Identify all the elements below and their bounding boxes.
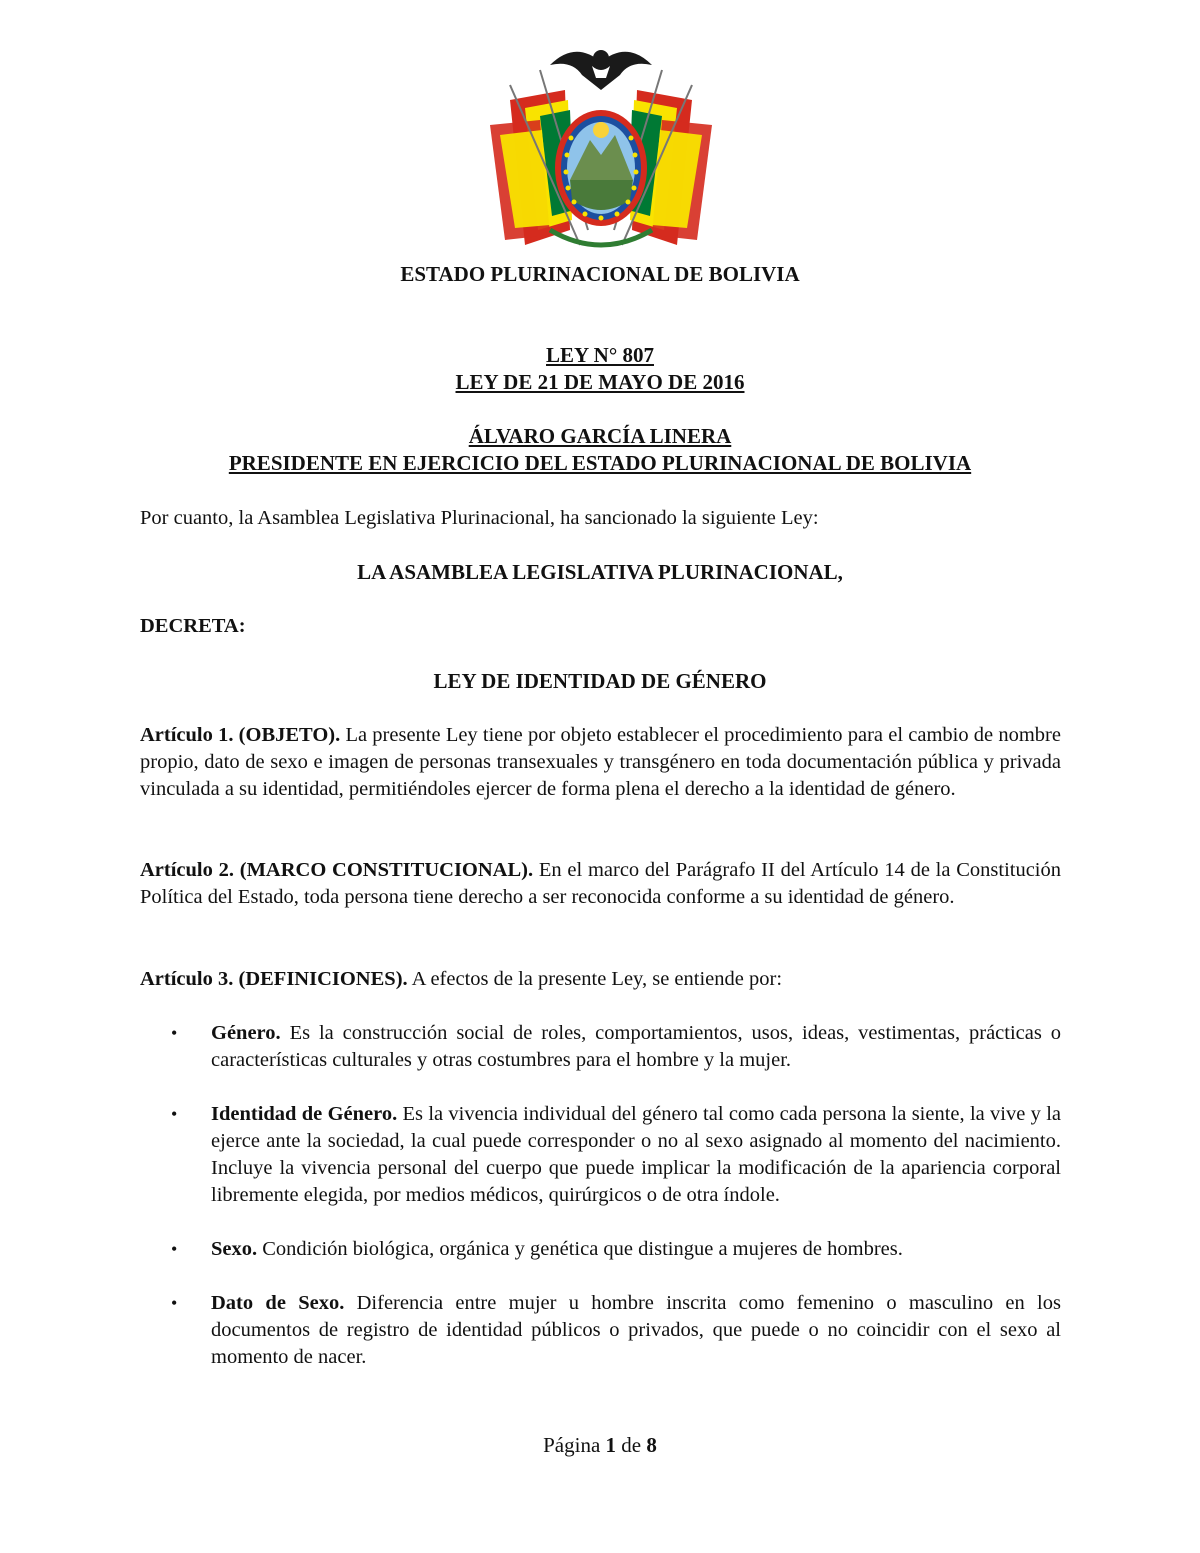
current-page: 1 bbox=[605, 1433, 617, 1457]
article-3 bbox=[140, 966, 1061, 993]
assembly-heading: LA ASAMBLEA LEGISLATIVA PLURINACIONAL, bbox=[357, 560, 843, 584]
definition-text: Condición biológica, orgánica y genética que distingue a mujeres de hombres. bbox=[257, 1238, 903, 1260]
article-3-text: A efectos de la presente Ley, se entiende por: bbox=[407, 968, 783, 990]
coat-of-arms-icon bbox=[470, 30, 732, 258]
article-3-label: Artículo 3. (DEFINICIONES). bbox=[140, 968, 408, 990]
definition-term: Género. bbox=[211, 1022, 281, 1044]
page-word: Página bbox=[543, 1433, 601, 1457]
article-1-label: Artículo 1. (OBJETO). bbox=[140, 724, 341, 746]
of-word: de bbox=[621, 1433, 642, 1457]
page-footer bbox=[140, 1432, 1060, 1459]
bullet-icon: • bbox=[171, 1104, 178, 1124]
list-item-identidad bbox=[140, 1101, 1061, 1209]
preamble-intro: Por cuanto, la Asamblea Legislativa Plurinacional, ha sancionado la siguiente Ley: bbox=[140, 507, 819, 529]
definition-text: Diferencia entre mujer u hombre inscrita como femenino o masculino en los documentos de registro de identidad públicos o privados, que puede o no coincidir con el sexo al momento de nacer. bbox=[211, 1292, 1061, 1368]
article-2-label: Artículo 2. (MARCO CONSTITUCIONAL). bbox=[140, 859, 534, 881]
state-name: ESTADO PLURINACIONAL DE BOLIVIA bbox=[400, 262, 800, 286]
law-date: LEY DE 21 DE MAYO DE 2016 bbox=[455, 370, 745, 394]
condor bbox=[550, 50, 652, 90]
article-2-text: En el marco del Parágrafo II del Artículo 14 de la Constitución Política del Estado, toda persona tiene derecho a ser reconocida conforme a su identidad de género. bbox=[140, 859, 1062, 908]
definition-text: Es la vivencia individual del género tal como cada persona la siente, la vive y la ejerce ante la sociedad, la cual puede corresponder o no al sexo asignado al momento del nacimiento. Incluye la vivencia personal del cuerpo que puede implicar la modificación de la apariencia corporal libremente elegida, por medios médicos, quirúrgicos o de otra índole. bbox=[211, 1103, 1061, 1206]
total-pages: 8 bbox=[646, 1433, 657, 1457]
bullet-icon: • bbox=[171, 1293, 178, 1313]
definition-term: Identidad de Género. bbox=[211, 1103, 398, 1125]
definition-text: Es la construcción social de roles, comportamientos, usos, ideas, vestimentas, prácticas o características culturales y otras costumbres para el hombre y la mujer. bbox=[211, 1022, 1061, 1071]
law-title: LEY DE IDENTIDAD DE GÉNERO bbox=[433, 669, 767, 693]
article-1 bbox=[140, 722, 1061, 803]
article-2 bbox=[140, 857, 1061, 911]
bullet-icon: • bbox=[171, 1239, 178, 1259]
president-name: ÁLVARO GARCÍA LINERA bbox=[468, 424, 732, 448]
article-1-text: La presente Ley tiene por objeto establecer el procedimiento para el cambio de nombre propio, dato de sexo e imagen de personas transexuales y transgénero en toda documentación pública y privada vinculada a su identidad, permitiéndoles ejercer de forma plena el derecho a la identidad de género. bbox=[140, 724, 1061, 800]
list-item-sexo bbox=[140, 1236, 1061, 1263]
definition-term: Sexo. bbox=[211, 1238, 258, 1260]
list-item-dato-sexo bbox=[140, 1290, 1061, 1371]
bullet-icon: • bbox=[171, 1023, 178, 1043]
law-number: LEY N° 807 bbox=[546, 343, 654, 367]
president-title: PRESIDENTE EN EJERCICIO DEL ESTADO PLURINACIONAL DE BOLIVIA bbox=[228, 451, 972, 475]
decreta-heading: DECRETA: bbox=[140, 615, 246, 637]
definition-term: Dato de Sexo. bbox=[211, 1292, 345, 1314]
definitions-list bbox=[140, 1020, 1061, 1371]
list-item-genero bbox=[140, 1020, 1061, 1074]
